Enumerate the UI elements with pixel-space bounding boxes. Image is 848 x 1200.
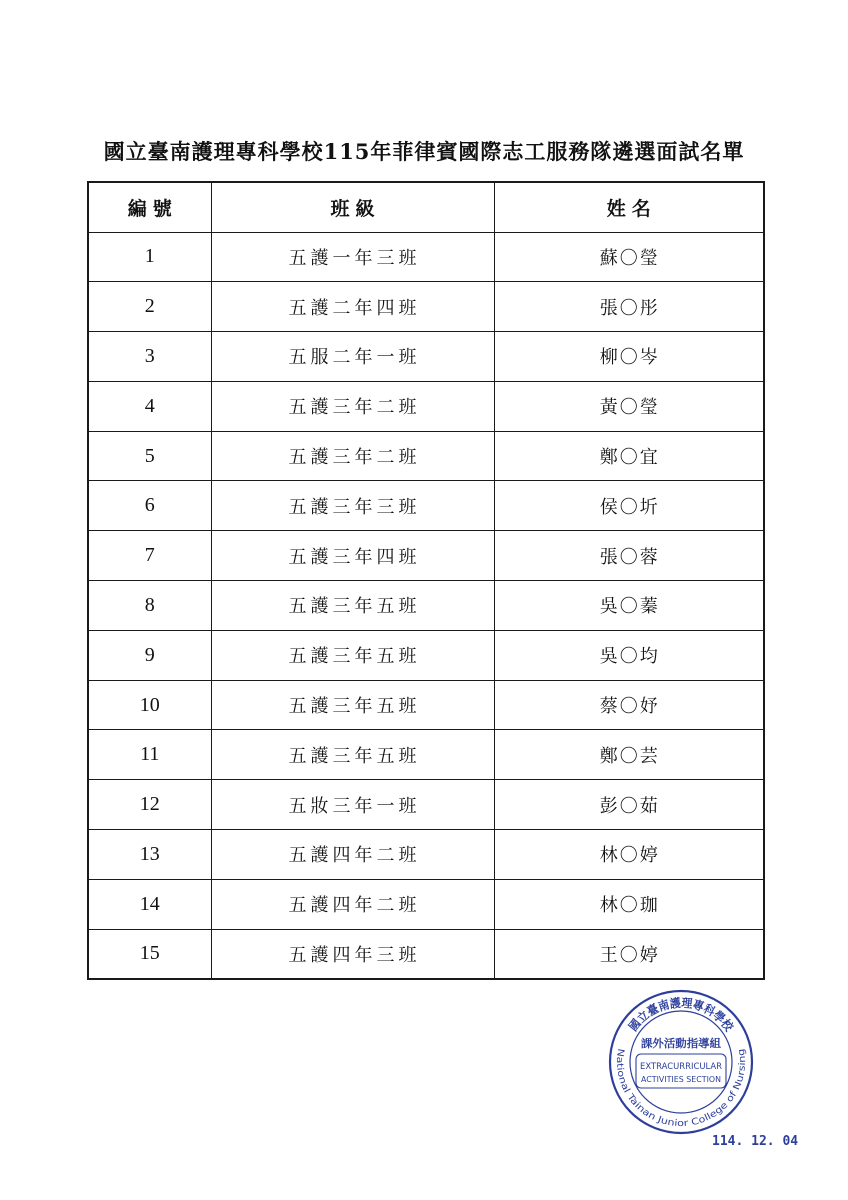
table-header-row <box>88 182 764 232</box>
number-cell: 8 <box>88 581 211 631</box>
name-cell: 林〇珈 <box>494 879 764 929</box>
class-cell: 五護一年三班 <box>211 232 494 282</box>
number-cell: 4 <box>88 381 211 431</box>
class-cell: 五護四年二班 <box>211 879 494 929</box>
name-cell: 侯〇圻 <box>494 481 764 531</box>
seal-center-text: 課外活動指導組 <box>641 1037 718 1050</box>
number-cell: 15 <box>88 929 211 979</box>
table-row <box>88 630 764 680</box>
table-row <box>88 531 764 581</box>
name-cell: 鄭〇宜 <box>494 431 764 481</box>
seal-top-text: 國立臺南護理專科學校 <box>626 995 737 1035</box>
class-cell: 五護三年五班 <box>211 581 494 631</box>
table-row <box>88 282 764 332</box>
table-row <box>88 481 764 531</box>
header-class: 班級 <box>211 182 494 232</box>
table-row <box>88 431 764 481</box>
class-cell: 五服二年一班 <box>211 332 494 382</box>
table-row <box>88 929 764 979</box>
name-cell: 鄭〇芸 <box>494 730 764 780</box>
table-row <box>88 879 764 929</box>
name-cell: 黃〇瑩 <box>494 381 764 431</box>
name-cell: 彭〇茹 <box>494 780 764 830</box>
table-row <box>88 381 764 431</box>
class-cell: 五護四年二班 <box>211 830 494 880</box>
class-cell: 五護三年二班 <box>211 431 494 481</box>
document-title: 國立臺南護理專科學校115年菲律賓國際志工服務隊遴選面試名單 <box>103 139 745 164</box>
number-cell: 14 <box>88 879 211 929</box>
date-stamp: 114. 12. 04 <box>712 1134 799 1149</box>
number-cell: 3 <box>88 332 211 382</box>
seal-box-line1: EXTRACURRICULAR <box>640 1062 722 1072</box>
class-cell: 五護二年四班 <box>211 282 494 332</box>
number-cell: 13 <box>88 830 211 880</box>
number-cell: 9 <box>88 630 211 680</box>
name-cell: 吳〇均 <box>494 630 764 680</box>
table-body <box>88 232 764 979</box>
number-cell: 2 <box>88 282 211 332</box>
candidate-table <box>87 181 765 980</box>
name-cell: 吳〇蓁 <box>494 581 764 631</box>
number-cell: 1 <box>88 232 211 282</box>
table-row <box>88 581 764 631</box>
class-cell: 五護三年五班 <box>211 680 494 730</box>
name-cell: 王〇婷 <box>494 929 764 979</box>
seal-bottom-text: National Tainan Junior College of Nursing <box>613 1047 749 1130</box>
class-cell: 五護三年四班 <box>211 531 494 581</box>
table-row <box>88 780 764 830</box>
class-cell: 五護四年三班 <box>211 929 494 979</box>
class-cell: 五護三年三班 <box>211 481 494 531</box>
name-cell: 蘇〇瑩 <box>494 232 764 282</box>
table-row <box>88 232 764 282</box>
table-row <box>88 332 764 382</box>
seal-box-line2: ACTIVITIES SECTION <box>641 1075 722 1084</box>
school-seal <box>606 987 756 1137</box>
name-cell: 柳〇岑 <box>494 332 764 382</box>
name-cell: 張〇蓉 <box>494 531 764 581</box>
name-cell: 張〇彤 <box>494 282 764 332</box>
number-cell: 6 <box>88 481 211 531</box>
class-cell: 五護三年五班 <box>211 630 494 680</box>
name-cell: 林〇婷 <box>494 830 764 880</box>
class-cell: 五妝三年一班 <box>211 780 494 830</box>
class-cell: 五護三年五班 <box>211 730 494 780</box>
class-cell: 五護三年二班 <box>211 381 494 431</box>
number-cell: 12 <box>88 780 211 830</box>
number-cell: 5 <box>88 431 211 481</box>
table-row <box>88 730 764 780</box>
table-row <box>88 830 764 880</box>
header-number: 編號 <box>88 182 211 232</box>
name-cell: 蔡〇妤 <box>494 680 764 730</box>
table-row <box>88 680 764 730</box>
number-cell: 11 <box>88 730 211 780</box>
number-cell: 7 <box>88 531 211 581</box>
header-name: 姓名 <box>494 182 764 232</box>
number-cell: 10 <box>88 680 211 730</box>
